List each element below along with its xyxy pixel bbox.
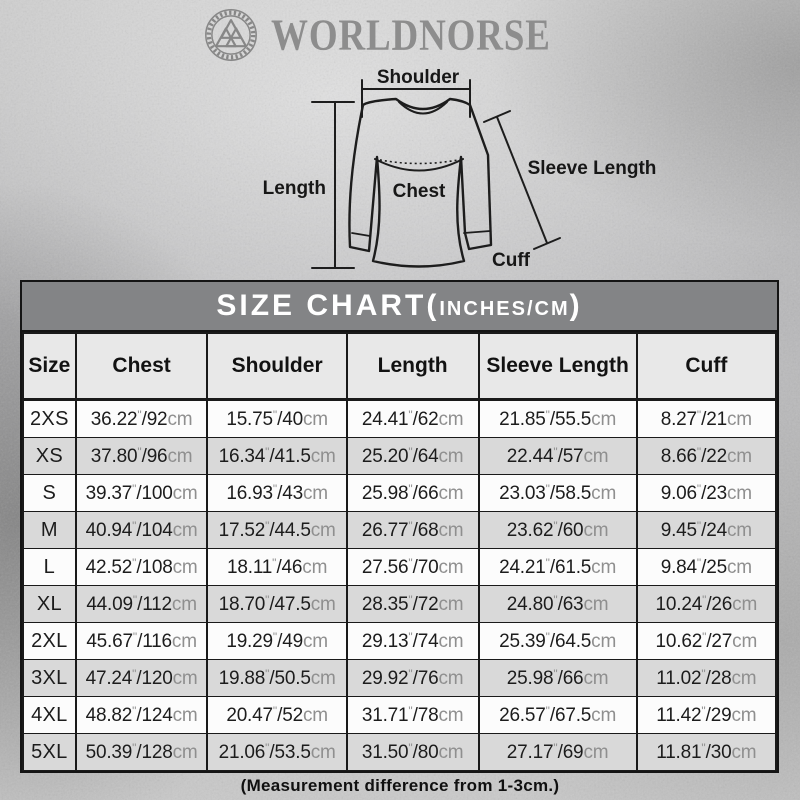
column-header-sleeve-length: Sleeve Length: [479, 333, 637, 400]
size-label: 5XL: [23, 734, 76, 771]
title-text: SIZE CHART: [216, 289, 427, 322]
size-table-header-row: [23, 333, 776, 400]
size-row-xs: [23, 438, 776, 475]
measurement-cell: 21.06"/53.5cm: [207, 734, 346, 771]
measurement-cell: 39.37"/100cm: [76, 475, 208, 512]
measurement-cell: 19.88"/50.5cm: [207, 660, 346, 697]
measurement-cell: 20.47"/52cm: [207, 697, 346, 734]
measurement-cell: 47.24"/120cm: [76, 660, 208, 697]
measurement-diagram: [0, 55, 800, 287]
measurement-cell: 18.11"/46cm: [207, 549, 346, 586]
measurement-cell: 26.77"/68cm: [347, 512, 479, 549]
measurement-cell: 25.20"/64cm: [347, 438, 479, 475]
size-table: [22, 332, 777, 771]
measurement-cell: 27.17"/69cm: [479, 734, 637, 771]
measurement-cell: 19.29"/49cm: [207, 623, 346, 660]
column-header-shoulder: Shoulder: [207, 333, 346, 400]
measurement-cell: 26.57"/67.5cm: [479, 697, 637, 734]
measurement-cell: 25.39"/64.5cm: [479, 623, 637, 660]
measurement-cell: 48.82"/124cm: [76, 697, 208, 734]
measurement-cell: 37.80"/96cm: [76, 438, 208, 475]
size-row-l: [23, 549, 776, 586]
size-label: 2XL: [23, 623, 76, 660]
measurement-cell: 24.21"/61.5cm: [479, 549, 637, 586]
measurement-cell: 29.13"/74cm: [347, 623, 479, 660]
measurement-cell: 11.02"/28cm: [637, 660, 776, 697]
size-row-s: [23, 475, 776, 512]
measurement-cell: 25.98"/66cm: [479, 660, 637, 697]
size-row-2xl: [23, 623, 776, 660]
brand-name: WORLDNORSE: [271, 10, 552, 60]
size-row-5xl: [23, 734, 776, 771]
column-header-size: Size: [23, 333, 76, 400]
column-header-chest: Chest: [76, 333, 208, 400]
measurement-cell: 42.52"/108cm: [76, 549, 208, 586]
measurement-cell: 29.92"/76cm: [347, 660, 479, 697]
measurement-cell: 31.71"/78cm: [347, 697, 479, 734]
measurement-cell: 27.56"/70cm: [347, 549, 479, 586]
measurement-cell: 24.41"/62cm: [347, 400, 479, 438]
measurement-cell: 28.35"/72cm: [347, 586, 479, 623]
measurement-cell: 8.66"/22cm: [637, 438, 776, 475]
chest-dotted-line: [375, 159, 463, 164]
size-label: M: [23, 512, 76, 549]
measurement-cell: 8.27"/21cm: [637, 400, 776, 438]
size-row-3xl: [23, 660, 776, 697]
measurement-cell: 16.93"/43cm: [207, 475, 346, 512]
measurement-cell: 31.50"/80cm: [347, 734, 479, 771]
column-header-cuff: Cuff: [637, 333, 776, 400]
measurement-cell: 11.42"/29cm: [637, 697, 776, 734]
size-chart-title: SIZE CHART(INCHES/CM): [22, 282, 777, 332]
column-header-length: Length: [347, 333, 479, 400]
cuff-label: Cuff: [492, 250, 530, 271]
length-label: Length: [262, 178, 326, 199]
measurement-note: (Measurement difference from 1-3cm.): [240, 776, 560, 795]
size-label: S: [23, 475, 76, 512]
measurement-cell: 25.98"/66cm: [347, 475, 479, 512]
measurement-cell: 40.94"/104cm: [76, 512, 208, 549]
size-row-m: [23, 512, 776, 549]
measurement-cell: 24.80"/63cm: [479, 586, 637, 623]
measurement-cell: 9.06"/23cm: [637, 475, 776, 512]
measurement-cell: 9.45"/24cm: [637, 512, 776, 549]
size-label: XS: [23, 438, 76, 475]
measurement-cell: 23.03"/58.5cm: [479, 475, 637, 512]
measurement-cell: 50.39"/128cm: [76, 734, 208, 771]
shoulder-label: Shoulder: [376, 67, 460, 88]
chest-label: Chest: [392, 181, 446, 202]
size-row-4xl: [23, 697, 776, 734]
measurement-cell: 17.52"/44.5cm: [207, 512, 346, 549]
measurement-cell: 36.22"/92cm: [76, 400, 208, 438]
measurement-cell: 22.44"/57cm: [479, 438, 637, 475]
title-unit: INCHES/CM: [439, 298, 570, 320]
measurement-cell: 16.34"/41.5cm: [207, 438, 346, 475]
size-label: 2XS: [23, 400, 76, 438]
size-label: L: [23, 549, 76, 586]
measurement-cell: 23.62"/60cm: [479, 512, 637, 549]
size-label: 4XL: [23, 697, 76, 734]
measurement-cell: 21.85"/55.5cm: [479, 400, 637, 438]
measurement-cell: 15.75"/40cm: [207, 400, 346, 438]
measurement-cell: 44.09"/112cm: [76, 586, 208, 623]
measurement-cell: 11.81"/30cm: [637, 734, 776, 771]
measurement-cell: 18.70"/47.5cm: [207, 586, 346, 623]
measurement-cell: 10.62"/27cm: [637, 623, 776, 660]
measurement-cell: 9.84"/25cm: [637, 549, 776, 586]
size-label: XL: [23, 586, 76, 623]
measurement-cell: 45.67"/116cm: [76, 623, 208, 660]
size-chart: [20, 280, 779, 773]
size-row-xl: [23, 586, 776, 623]
sleeve-length-label: Sleeve Length: [527, 158, 657, 179]
size-label: 3XL: [23, 660, 76, 697]
measurement-cell: 10.24"/26cm: [637, 586, 776, 623]
size-row-2xs: [23, 400, 776, 438]
